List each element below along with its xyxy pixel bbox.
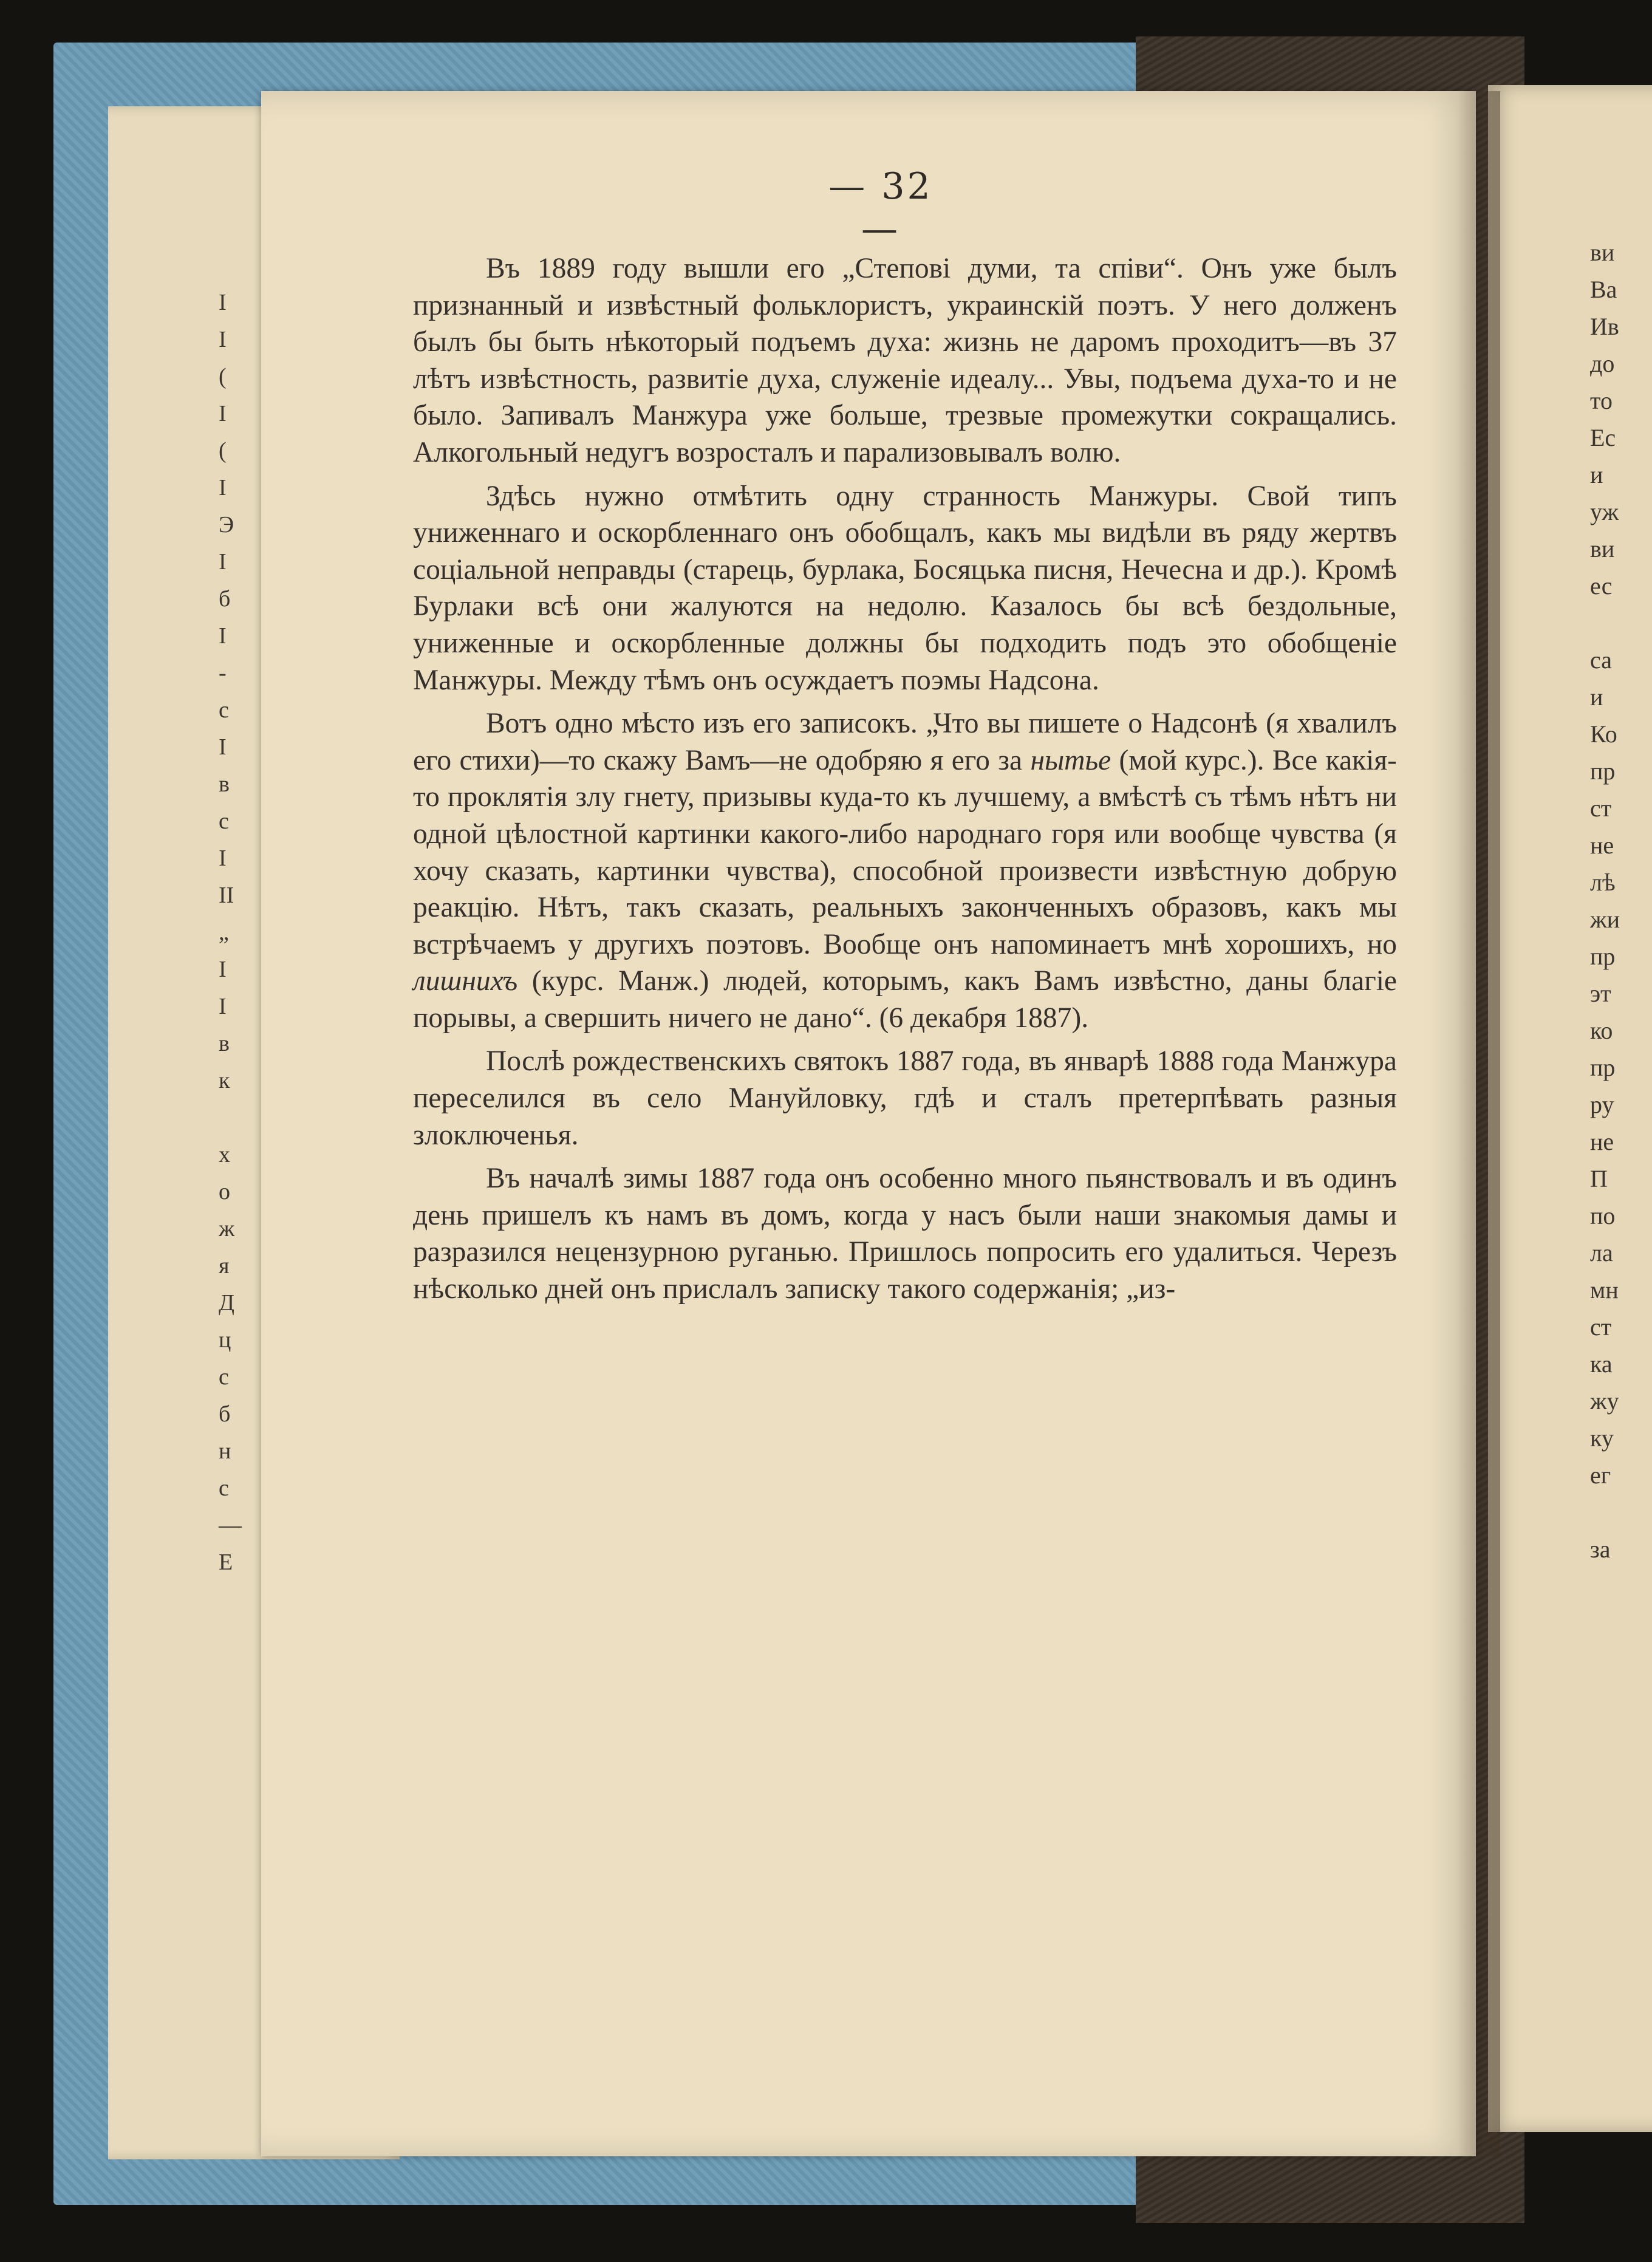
- right-margin-fragment: Ив: [1590, 313, 1619, 340]
- left-margin-fragment: Э: [219, 512, 234, 538]
- paragraph-4: [413, 1043, 1397, 1153]
- left-margin-fragments: [219, 284, 261, 1581]
- left-margin-fragment: I: [219, 846, 227, 871]
- paragraph-4-text: Послѣ рождественскихъ святокъ 1887 года, въ январѣ 1888 года Манжура переселился въ село Мануйловку, гдѣ и сталъ претерпѣвать разныя злоключенья.: [413, 1045, 1397, 1151]
- right-margin-fragment: Ес: [1590, 424, 1616, 451]
- right-margin-fragment: лѣ: [1590, 869, 1616, 896]
- right-margin-fragment: за: [1590, 1536, 1611, 1563]
- left-margin-fragment: к: [219, 1068, 230, 1093]
- right-margin-fragment: ко: [1590, 1017, 1613, 1044]
- left-margin-fragment: I: [219, 549, 227, 575]
- paragraph-5-text: Въ началѣ зимы 1887 года онъ особенно много пьянствовалъ и въ одинъ день пришелъ къ намъ въ домъ, когда у насъ были наши знакомыя дамы и разразился нецензурною руганью. Пришлось попросить его удалиться. Черезъ нѣсколько дней онъ прислалъ записку такого содержанія; „из-: [413, 1163, 1397, 1305]
- right-margin-fragment: уж: [1590, 498, 1619, 525]
- left-margin-fragment: с: [219, 1475, 229, 1501]
- paragraph-3-text-c: (курс. Манж.) людей, которымъ, какъ Вамъ извѣстно, даны благіе порывы, а свершить ничего не дано“. (6 декабря 1887).: [413, 965, 1397, 1034]
- left-margin-fragment: н: [219, 1438, 231, 1464]
- right-margin-fragment: [1590, 604, 1652, 641]
- right-margin-fragment: эт: [1590, 980, 1611, 1007]
- left-margin-fragment: я: [219, 1253, 230, 1279]
- paragraph-3: [413, 705, 1397, 1036]
- left-margin-fragment: с: [219, 1364, 229, 1390]
- right-margin-fragment: ка: [1590, 1350, 1613, 1378]
- right-margin-fragment: Ко: [1590, 720, 1617, 748]
- right-margin-fragment: ла: [1590, 1239, 1613, 1266]
- left-margin-fragment: I: [219, 475, 227, 501]
- right-margin-fragment: пр: [1590, 943, 1616, 970]
- left-margin-fragment: -: [219, 660, 227, 686]
- left-margin-fragment: „: [219, 920, 229, 945]
- right-margin-fragment: са: [1590, 646, 1612, 674]
- page-gutter-shadow: [1458, 91, 1500, 2156]
- right-margin-fragment: до: [1590, 350, 1615, 377]
- right-margin-fragment: ст: [1590, 1313, 1612, 1341]
- right-margin-fragment: и: [1590, 461, 1603, 488]
- right-margin-fragment: пр: [1590, 1054, 1616, 1081]
- left-margin-fragment: I: [219, 401, 227, 426]
- left-margin-fragment: I: [219, 327, 227, 352]
- left-margin-fragment: [219, 1099, 261, 1136]
- right-margin-fragment: не: [1590, 832, 1614, 859]
- left-margin-fragment: с: [219, 808, 229, 834]
- left-margin-fragment: I: [219, 734, 227, 760]
- left-margin-fragment: Е: [219, 1550, 233, 1575]
- left-margin-fragment: в: [219, 771, 230, 797]
- left-margin-fragment: ц: [219, 1327, 231, 1353]
- right-margin-fragment: жи: [1590, 906, 1620, 933]
- right-margin-fragment: Ва: [1590, 276, 1617, 303]
- paragraph-1-text: Въ 1889 году вышли его „Степові думи, та співи“. Онъ уже былъ признанный и извѣстный фольклористъ, украинскій поэтъ. У него долженъ былъ бы быть нѣкоторый подъемъ духа: жизнь не даромъ проходитъ—въ 37 лѣтъ извѣстность, развитіе духа, служеніе идеалу... Увы, подъема духа-то и не было. Запивалъ Манжура уже больше, трезвые промежутки сокращались. Алкогольный недугъ возросталъ и парализовывалъ волю.: [413, 253, 1397, 468]
- right-margin-fragment: ес: [1590, 572, 1613, 600]
- paragraph-2-text: Здѣсь нужно отмѣтить одну странность Манжуры. Свой типъ униженнаго и оскорбленнаго онъ обобщалъ, какъ мы видѣли въ ряду жертвъ соціальной неправды (старець, бурлака, Босяцька писня, Нечесна и др.). Кромѣ Бурлаки всѣ они жалуются на недолю. Казалось бы всѣ бездольные, униженные и оскорбленные должны бы подходить подъ это обобщеніе Манжуры. Между тѣмъ онъ осуждаетъ поэмы Надсона.: [413, 480, 1397, 696]
- right-margin-fragment: не: [1590, 1128, 1614, 1155]
- paragraph-5: [413, 1160, 1397, 1307]
- right-margin-fragments: [1590, 234, 1652, 1568]
- left-margin-fragment: о: [219, 1179, 230, 1204]
- page-number: — 32 —: [828, 165, 933, 250]
- right-margin-fragment: [1590, 1494, 1652, 1531]
- left-margin-fragment: I: [219, 623, 227, 649]
- left-margin-fragment: (: [219, 438, 227, 463]
- left-margin-fragment: б: [219, 586, 231, 612]
- right-margin-fragment: ег: [1590, 1461, 1611, 1489]
- right-margin-fragment: ви: [1590, 535, 1615, 562]
- paragraph-2: [413, 478, 1397, 699]
- left-margin-fragment: I: [219, 290, 227, 315]
- left-margin-fragment: II: [219, 883, 234, 908]
- right-margin-fragment: по: [1590, 1202, 1616, 1229]
- right-margin-fragment: ви: [1590, 239, 1615, 266]
- left-margin-fragment: ж: [219, 1216, 235, 1242]
- left-margin-fragment: I: [219, 994, 227, 1019]
- paragraph-1: [413, 250, 1397, 471]
- right-margin-fragment: ст: [1590, 794, 1612, 822]
- right-margin-fragment: ку: [1590, 1424, 1614, 1452]
- left-margin-fragment: с: [219, 697, 229, 723]
- left-margin-fragment: I: [219, 957, 227, 982]
- paragraph-3-text-b: (мой курс.). Все какія-то проклятія злу гнету, призывы куда-то къ лучшему, а вмѣстѣ съ тѣмъ нѣтъ ни одной цѣлостной картинки какого-либо народнаго горя или вообще чувства (я хочу сказать, картинки чувства), способной произвести извѣстную добрую реакцію. Нѣтъ, такъ сказать, реальныхъ законченныхъ образовъ, какъ мы встрѣчаемъ у другихъ поэтовъ. Вообще онъ напоминаетъ мнѣ хорошихъ, но: [413, 744, 1397, 960]
- left-margin-fragment: х: [219, 1142, 230, 1167]
- left-margin-fragment: в: [219, 1031, 230, 1056]
- paragraph-3-text-a: Вотъ одно мѣсто изъ его записокъ. „Что вы пишете о Надсонѣ (я хвалилъ его стихи)—то скажу Вамъ—не одобряю я его за: [413, 708, 1397, 776]
- body-text: [413, 250, 1397, 1314]
- paragraph-3-emphasis-1: нытье: [1030, 744, 1111, 776]
- right-margin-fragment: жу: [1590, 1387, 1619, 1415]
- left-margin-fragment: б: [219, 1401, 231, 1427]
- right-margin-fragment: П: [1590, 1165, 1608, 1192]
- left-margin-fragment: —: [219, 1512, 242, 1538]
- left-margin-fragment: (: [219, 364, 227, 389]
- paragraph-3-emphasis-2: лишнихъ: [413, 965, 518, 997]
- left-margin-fragment: Д: [219, 1290, 234, 1316]
- right-margin-fragment: и: [1590, 683, 1603, 711]
- right-margin-fragment: ру: [1590, 1091, 1614, 1118]
- right-margin-fragment: пр: [1590, 757, 1616, 785]
- right-margin-fragment: мн: [1590, 1276, 1619, 1304]
- right-margin-fragment: то: [1590, 387, 1613, 414]
